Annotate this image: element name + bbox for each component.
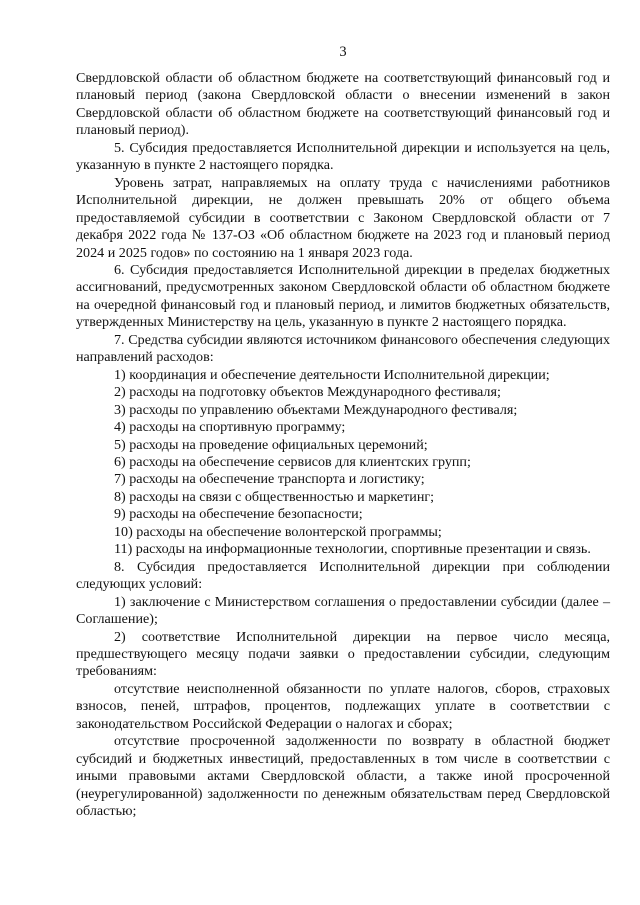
- paragraph: 5) расходы на проведение официальных церемоний;: [114, 436, 428, 453]
- document-body: [76, 70, 610, 820]
- paragraph: 6. Субсидия предоставляется Исполнительной дирекции в пределах бюджетных ассигнований, предусмотренных законом Свердловской области об областном бюджете на очередной финансовый год и плановый период, и лимитов бюджетных обязательств, утвержденных Министерству на цель, указанную в пункте 2 настоящего порядка.: [76, 261, 610, 331]
- paragraph: 2) расходы на подготовку объектов Международного фестиваля;: [114, 384, 501, 401]
- paragraph: Свердловской области об областном бюджете на соответствующий финансовый год и плановый период (закона Свердловской области о внесении изменений в закон Свердловской области об областном бюджете на соответствующий финансовый год и плановый период).: [76, 70, 610, 139]
- paragraph: отсутствие неисполненной обязанности по уплате налогов, сборов, страховых взносов, пеней, штрафов, процентов, подлежащих уплате в соответствии с законодательством Российской Федерации о налогах и сборах;: [76, 680, 610, 732]
- paragraph: 7) расходы на обеспечение транспорта и логистику;: [114, 471, 425, 488]
- paragraph: 10) расходы на обеспечение волонтерской программы;: [114, 523, 442, 540]
- paragraph: 1) заключение с Министерством соглашения о предоставлении субсидии (далее – Соглашение);: [76, 593, 610, 628]
- paragraph: 5. Субсидия предоставляется Исполнительной дирекции и используется на цель, указанную в пункте 2 настоящего порядка.: [76, 139, 610, 174]
- paragraph: 11) расходы на информационные технологии, спортивные презентации и связь.: [114, 541, 591, 558]
- paragraph: 4) расходы на спортивную программу;: [114, 419, 346, 436]
- paragraph: 9) расходы на обеспечение безопасности;: [114, 506, 363, 523]
- page-number: 3: [339, 44, 347, 60]
- paragraph: 6) расходы на обеспечение сервисов для клиентских групп;: [114, 453, 471, 470]
- paragraph: Уровень затрат, направляемых на оплату труда с начислениями работников Исполнительной дирекции, не должен превышать 20% от общего объема предоставляемой субсидии в соответствии с Законом Свердловской области от 7 декабря 2022 года № 137-ОЗ «Об областном бюджете на 2023 год и плановый период 2024 и 2025 годов» по состоянию на 1 января 2023 года.: [76, 174, 610, 261]
- paragraph: 8. Субсидия предоставляется Исполнительной дирекции при соблюдении следующих условий:: [76, 558, 610, 593]
- paragraph: 1) координация и обеспечение деятельности Исполнительной дирекции;: [114, 366, 550, 383]
- paragraph: 8) расходы на связи с общественностью и маркетинг;: [114, 488, 435, 505]
- paragraph: 3) расходы по управлению объектами Международного фестиваля;: [114, 401, 518, 418]
- paragraph: 2) соответствие Исполнительной дирекции на первое число месяца, предшествующего месяцу подачи заявки о предоставлении субсидии, следующим требованиям:: [76, 628, 610, 680]
- paragraph: отсутствие просроченной задолженности по возврату в областной бюджет субсидий и бюджетных инвестиций, предоставленных в том числе в соответствии с иными правовыми актами Свердловской области, а также иной просроченной (неурегулированной) задолженности по денежным обязательствам перед Свердловской областью;: [76, 733, 610, 820]
- paragraph: 7. Средства субсидии являются источником финансового обеспечения следующих направлений расходов:: [76, 331, 610, 366]
